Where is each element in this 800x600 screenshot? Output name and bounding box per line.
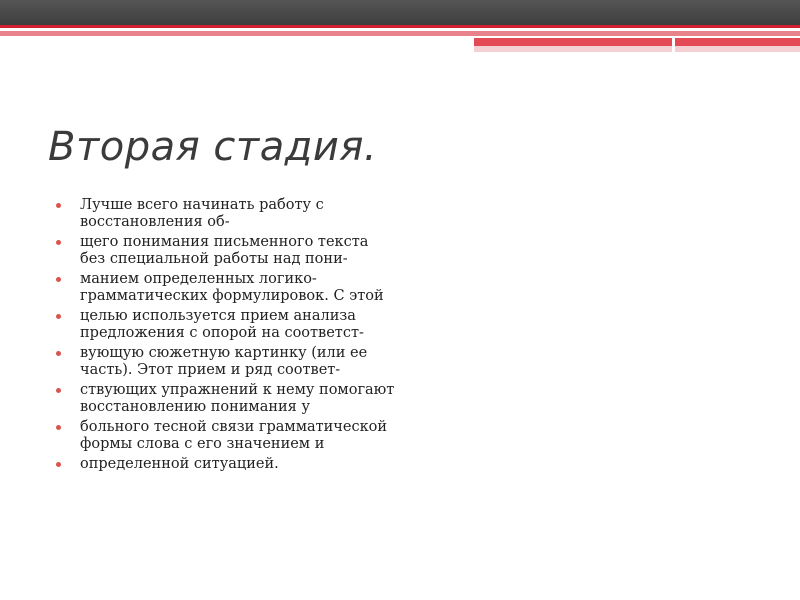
bullet-icon [56, 314, 61, 319]
bullet-item [56, 345, 396, 379]
bullet-item [56, 271, 396, 305]
bullet-icon [56, 462, 61, 467]
header-red-line [0, 25, 800, 28]
bullet-text: вующую сюжетную картинку (или ее часть). Этот прием и ряд соответ- [80, 345, 368, 378]
bullet-icon [56, 240, 61, 245]
bullet-text: определенной ситуацией. [80, 456, 279, 472]
slide-title: Вторая стадия. [48, 124, 378, 170]
bullet-icon [56, 425, 61, 430]
bullet-item [56, 419, 396, 453]
bullet-icon [56, 277, 61, 282]
bullet-text: целью используется прием анализа предложения с опорой на соответст- [80, 308, 364, 341]
bullet-text: манием определенных логико-грамматических формулировок. С этой [80, 271, 384, 304]
bullet-list [56, 197, 396, 476]
header-band [0, 0, 800, 25]
bullet-icon [56, 203, 61, 208]
bullet-text: Лучше всего начинать работу с восстановления об- [80, 197, 324, 230]
bullet-item [56, 308, 396, 342]
bullet-text: ствующих упражнений к нему помогают восстановлению понимания у [80, 382, 395, 415]
header-pink-stripe [0, 31, 800, 36]
bullet-text: щего понимания письменного текста без специальной работы над пони- [80, 234, 369, 267]
bullet-item [56, 234, 396, 268]
bullet-icon [56, 351, 61, 356]
bullet-item [56, 197, 396, 231]
header-pale-stripe-right [474, 46, 800, 52]
bullet-text: больного тесной связи грамматической формы слова с его значением и [80, 419, 388, 452]
bullet-item [56, 456, 396, 473]
bullet-item [56, 382, 396, 416]
bullet-icon [56, 388, 61, 393]
header-stripe-gap [672, 38, 675, 52]
header-red-stripe-right [474, 38, 800, 46]
